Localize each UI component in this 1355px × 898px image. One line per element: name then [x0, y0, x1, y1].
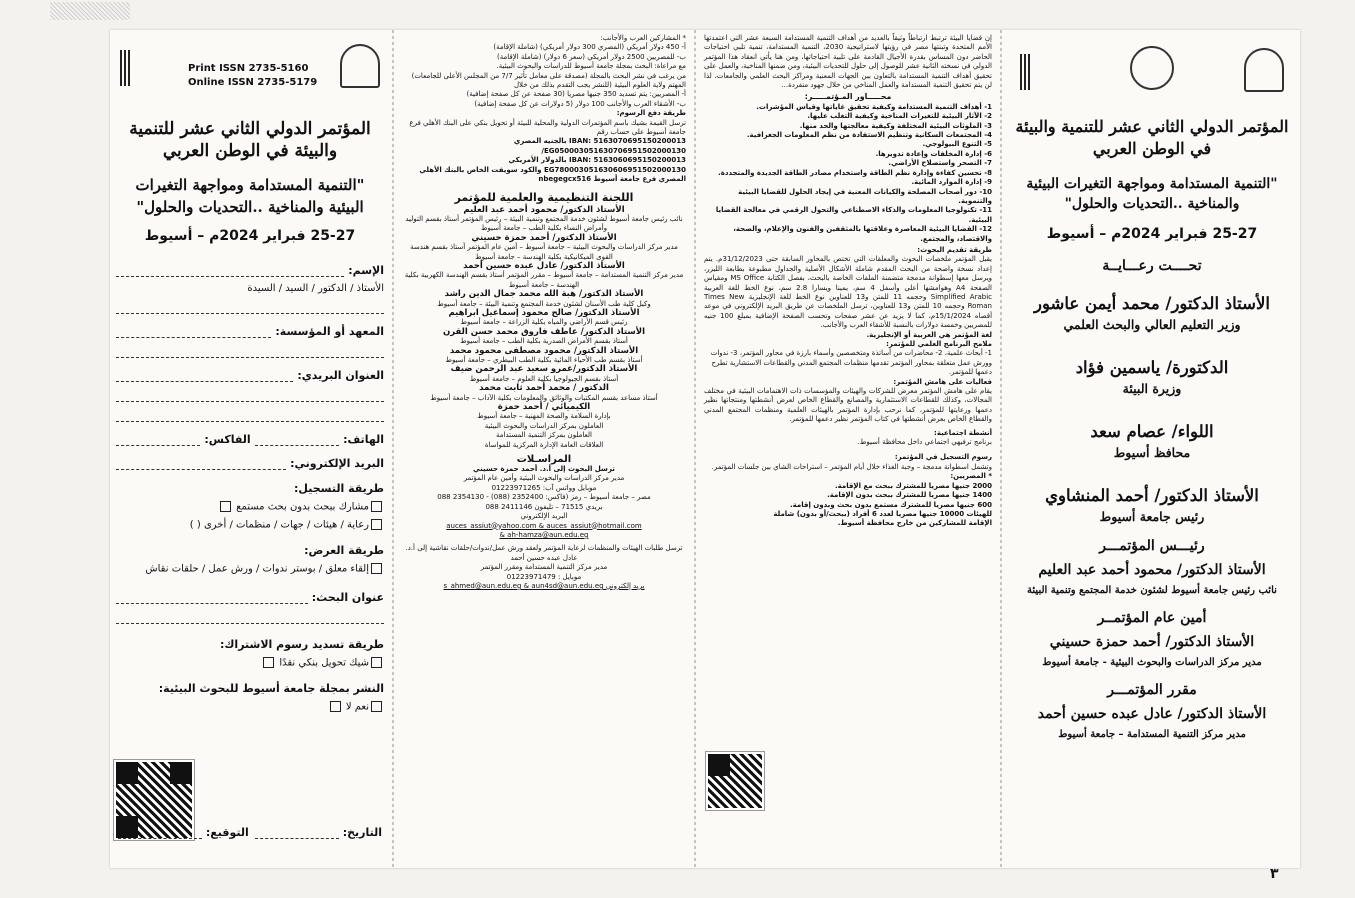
form-subtitle: "التنمية المستدامة ومواجهة التغيرات البيئية والمناخية ..التحديات والحلول" — [135, 176, 365, 216]
correspondence-title: المراسـلات — [516, 454, 572, 466]
barcode-icon — [1020, 54, 1032, 90]
cover-title: المؤتمر الدولي الثاني عشر للتنمية والبيئة في الوطن العربي — [1015, 117, 1289, 158]
brochure-sheet — [110, 30, 1300, 868]
chair-name: الأستاذ الدكتور/ محمود أحمد عبد العليم — [1038, 562, 1266, 578]
address-line-2[interactable] — [116, 387, 384, 402]
cover-date: 25-27 فبراير 2024م – أسيوط — [1046, 226, 1258, 242]
qr-code-icon — [706, 752, 764, 810]
reg-checkbox-paper[interactable] — [371, 501, 382, 512]
pay-checkbox-cash[interactable] — [263, 657, 274, 668]
university-logo-icon — [1244, 48, 1284, 92]
scan-marks — [50, 2, 130, 20]
email-link-3[interactable]: بريد إلكتروني s_ahmed@aun.edu.eg & aun4sd@aun.edu.eg — [443, 581, 645, 590]
publish-options: نعم لا — [345, 701, 369, 713]
secretary-general-name: الأستاذ الدكتور/ أحمد حمزة حسيني — [1049, 634, 1255, 650]
fees-text: وتشمل اسطوانة مدمجة – وجبة الغذاء خلال أيام المؤتمر – استراحات الشاي بين جلسات المؤتمر. — [711, 462, 992, 471]
language-note: لغة المؤتمر هي العربية أو الإنجليزية. — [866, 330, 992, 339]
address-field[interactable]: العنوان البريدي: — [116, 369, 384, 382]
form-date: 25-27 فبراير 2024م – أسيوط — [144, 228, 356, 244]
patron-role: رئيس جامعة أسيوط — [1099, 509, 1205, 524]
fees-top: * المشاركين العرب والأجانب: أ- 450 دولار أمريكي (المصري 300 دولار أمريكي) (شاملة الإقامة) ب- للمصريين 2500 دولار أمريكي (سعر 6 دولار) (شاملة الإقامة) مع مراعاة: البحث بمجلة جامعة أسيوط للدراسات والبحوث البيئية. من يرغب في نشر البحث بالمجلة (مصدقة على معامل تأثير 7/7 من المجلس الأعلى للجامعات) المهتم ولاية العلوم البيئية (للنشر يجب التقدم بذلك من خلال أ- المصريين: يتم تسديد 350 جنيها مصريا (30 صفحة عن كل صفحة إضافية) ب- الأشقاء العرب والأجانب 100 دولار (5 دولارات عن كل صفحة إضافية) طريقة دفع الرسوم: ترسل القيمة بشيك باسم المؤتمرات الدولية والمحلية للبيئة أو تحويل بنكي على البنك الأهلي فرع جامعة أسيوط على حساب رقم IBAN: 5163070695150200013 بالجنيه المصري /EG050003051630706951502000130 IBAN: 5163060695150200013 بالدولار الأمريكي EG780003051630606951502000130 والكود سويفت الخاص بالبنك الأهلي المصري فرع جامعة أسيوط nbegegcx516 — [409, 34, 686, 184]
details-panel — [698, 30, 998, 868]
institute-line-2[interactable] — [116, 343, 384, 358]
cover-subtitle: "التنمية المستدامة ومواجهة التغيرات البيئية والمناخية ..التحديات والحلول" — [1026, 176, 1278, 212]
signature-label: التوقيع: — [205, 826, 249, 839]
email-link-1[interactable]: auces_assiut@yahoo.com & auces_assiut@hotmail.com — [446, 521, 642, 530]
publish-checkbox-no[interactable] — [330, 701, 341, 712]
side-events-text: يقام على هامش المؤتمر معرض للشركات والهيئات والمؤسسات ذات الاهتمامات البيئية في مختلف المجالات، وكذلك للقطاعات الاستثمارية والمصانع والقطاع الخاص لعرض أنشطتها ومنتجاتها نظير دعمها ورعايتها للمؤتمر، كما نرحب بإدارة المؤتمر بالهيئات العلمية ومنظمات المجتمع المدني والقطاع الخاص بعرض أنشطتها في كتاب المؤتمر نظير دعمها للمؤتمر. — [704, 387, 992, 424]
paper-title-line-2[interactable] — [116, 609, 384, 624]
signature-line[interactable] — [118, 828, 202, 839]
payment-method-label: طريقة تسديد رسوم الاشتراك: — [219, 637, 384, 651]
address-line-3[interactable] — [116, 407, 384, 422]
intro-text: إن قضايا البيئة ترتبط ارتباطاً وثيقاً بالعديد من أهداف التنمية المستدامة السبعة عشر التي اعتمدتها الأمم المتحدة وتبنتها مصر في رؤيتها لاستراتيجية 2030، التنمية المستدامة، تنمية تلبي احتياجات الحاضر دون المساس بقدرة الأجيال القادمة على تلبية احتياجاتها، ومن هنا يأتي انعقاد هذا المؤتمر الدولي في نسخته الثانية عشر للوصول إلى حلول للتحديات البيئية، ومن ضمنها المناخية، والعمل على تحقيق أهداف التنمية المستدامة بالتعاون بين الجهات المعنية ومراكز البحث العلمي والجامعات، لذا لن يتم تحقيق التنمية المستدامة والعمل المناخي من خلال جهود منفردة... — [704, 34, 993, 90]
barcode-icon — [120, 50, 132, 86]
cover-panel — [1004, 30, 1300, 868]
publish-checkbox-yes[interactable] — [371, 701, 382, 712]
fees-title: رسوم التسجيل في المؤتمر: — [894, 453, 992, 462]
correspondence-block: ترسل البحوث إلى أ.د. أحمد حمزة حسيني مدير مركز الدراسات والبحوث البيئية وأمين عام المؤتمر موبايل وواتس آب: 01223971265 مصر – جامعة أسيوط – رمز (فاكس: 2352400 (088) - 2354130 088 بريدي 71515 – تليفون 2411146 088 البريد الإلكتروني auces_assiut@yahoo.com & auces_assiut@hotmail.com & ah-hamza@aun.edu.eg ترسل طلبات الهيئات والمنظمات لرعاية المؤتمر ولعقد ورش عمل/ندوات/حلقات نقاشية إلى أ.د. عادل عبده حسين أحمد مدير مركز التنمية المستدامة ومقرر المؤتمر موبايل : 01223971479 بريد إلكتروني s_ahmed@aun.edu.eg & aun4sd@aun.edu.eg — [402, 465, 686, 591]
secretary-general-role: مدير مركز الدراسات والبحوث البيئية - جامعة أسيوط — [1042, 657, 1262, 668]
committee-panel — [396, 30, 692, 868]
issn-online: Online ISSN 2735-5179 — [188, 77, 318, 88]
registration-options: مشارك ببحث بدون بحث مستمع — [236, 501, 369, 513]
institute-field[interactable]: المعهد أو المؤسسة: — [116, 325, 384, 338]
registration-method-label: طريقة التسجيل: — [294, 482, 384, 495]
registration-options-2: رعاية / هيئات / جهات / منظمات / أخرى ( ) — [189, 519, 369, 530]
name-field[interactable]: الإسم: — [116, 264, 384, 277]
date-line[interactable] — [255, 828, 339, 839]
email-link-2[interactable]: & ah-hamza@aun.edu.eg — [499, 530, 589, 539]
committee-list: الأستاذ الدكتور/ محمود أحمد عبد العليم نائب رئيس جامعة أسيوط لشئون خدمة المجتمع وتنمية البيئة – رئيس المؤتمر أستاذ بقسم التوليد وأمراض النساء بكلية الطب – جامعة أسيوط الأستاذ الدكتور/ أحمد حمزة حسيني مدير مركز الدراسات والبحوث البيئية – جامعة أسيوط – أمين عام المؤتمر أستاذ بقسم هندسة القوى الميكانيكية بكلية الهندسة – جامعة أسيوط الأستاذ الدكتور/ عادل عبده حسين أحمد مدير مركز التنمية المستدامة – جامعة أسيوط – مقرر المؤتمر أستاذ بقسم الهندسة الكهربية بكلية الهندسة – جامعة أسيوط الأستاذ الدكتور/ هبة الله محمد جمال الدين راشد وكيل كلية طب الأسنان لشئون خدمة المجتمع وتنمية البيئة – جامعة أسيوط الأستاذ الدكتور/ صالح محمود إسماعيل ابراهيم رئيس قسم الأراضي والمياه بكلية الزراعة – جامعة أسيوط الأستاذ الدكتور/ عاطف فاروق محمد حسن القرن أستاذ بقسم الأمراض الصدرية بكلية الطب – جامعة أسيوط الأستاذ الدكتور/ محمود مصطفى محمود محمد أستاذ بقسم طب الأحياء المائية بكلية الطب البيطري – جامعة أسيوط الأستاذ الدكتور/عمرو سعيد عبد الرحمن ضيف أستاذ بقسم الجيولوجيا بكلية العلوم – جامعة أسيوط الدكتور / محمد أحمد ثابت محمد أستاذ مساعد بقسم المكتبات والوثائق والمعلومات بكلية الآداب – جامعة أسيوط الكيميائي / أحمد حمزة بإدارة السلامة والصحة المهنية – جامعة أسيوط العاملون بمركز الدراسات والبحوث البيئية العاملون بمركز التنمية المستدامة العلاقات العامة الإدارة المركزية للمواساة — [404, 204, 684, 449]
egyptians-label: * المصريين: — [950, 472, 992, 481]
university-logo-icon — [340, 44, 380, 88]
phone-fax-field[interactable]: الهاتف: الفاكس: — [116, 433, 384, 446]
email-field[interactable]: البريد الإلكتروني: — [116, 457, 384, 470]
patron-name: اللواء/ عصام سعد — [1090, 422, 1214, 441]
social-title: أنشطة اجتماعية: — [934, 428, 992, 437]
side-events-title: فعاليات على هامش المؤتمر: — [893, 377, 992, 386]
publish-label: النشر بمجلة جامعة أسيوط للبحوث البيئية: — [158, 682, 384, 695]
reg-checkbox-sponsor[interactable] — [371, 519, 382, 530]
rapporteur-name: الأستاذ الدكتور/ عادل عبده حسين أحمد — [1037, 706, 1267, 722]
axes-list: 1- أهداف التنمية المستدامة وكيفية تحقيق غاياتها وقياس المؤشرات. 2- الآثار البيئية للتغيرات المناخية وكيفية التغلب عليها. 3- الملوثات البيئية المختلفة وكيفية معالجتها والحد منها. 4- المجتمعات السكانية وتنظيم الاستفادة من نظم المعلومات الجغرافية. 5- التنوع البيولوجي. 6- إدارة المخلفات وإعادة تدويرها. 7- التصحر واستصلاح الأراضي. 8- تحسين كفاءة وإدارة نظم الطاقة واستخدام مصادر الطاقة الجديدة والمتجددة. 9- إدارة الموارد المائية. 10- دور أصحاب المصلحة والكيانات المعنية في إيجاد الحلول للقضايا البيئية والتنموية. 11- تكنولوجيا المعلومات والذكاء الاصطناعي والتحول الرقمي في معالجة القضايا البيئية. 12- القضايا البيئية المعاصرة وعلاقتها بالمثقفين والفنون والإعلام، والصحة، والاقتصاد، والمجتمع. — [715, 102, 992, 243]
rapporteur-role: مدير مركز التنمية المستدامة – جامعة أسيوط — [1058, 729, 1246, 740]
submission-title: طريقة تقديم البحوث: — [917, 245, 992, 254]
registration-panel — [110, 30, 390, 868]
reg-checkbox-listener[interactable] — [220, 501, 231, 512]
corner-mark: ٣ — [1270, 866, 1279, 882]
patron-role: وزيرة البيئة — [1122, 381, 1182, 396]
name-line-2[interactable] — [116, 299, 384, 314]
secretary-general-title: أمين عام المؤتمــر — [1097, 610, 1207, 626]
submission-text: يقبل المؤتمر ملخصات البحوث والمعلقات التي تختص بالمحاور السابقة حتى 31/12/2023م. يتم إعداد نسخة واضحة من البحث المقدم شاملة الأشكال الأصلية والجداول مطبوعة بطابعة الليزر، ويرسل معها إسطوانة مدمجة متضمنة الملفات الخاصة بالبحث، بفصل الكتابة MS Office ومقياس الصفحة A4 وهوامشها أعلى وأسفل 4 سم، يمينا ويسارا 2.8 سم، نوع الخط للغة العربية Simplified Arabic وحجمه 11 للمتن و13 للعناوين نوع الخط للغة الإنجليزية Times New Roman وحجمه 10 للمتن و13 للعناوين، ترسل الملخصات عن طريق البريد الإلكتروني في موعد أقصاه 15/1/2024م، كما لا يزيد عن عشر صفحات وتحسب الصفحة الإضافية بمبلغ 100 جنيه للمصريين وخمسة دولارات بالنسبة للأشقاء العرب والأجانب. — [704, 255, 993, 330]
pay-checkbox-cheque[interactable] — [371, 657, 382, 668]
social-text: برنامج ترفيهي اجتماعي داخل محافظة أسيوط. — [857, 438, 992, 447]
fold-line — [694, 30, 696, 868]
patron-name: الأستاذ الدكتور/ أحمد المنشاوي — [1045, 486, 1259, 505]
patronage-title: تحــــت رعـــايــة — [1102, 258, 1202, 274]
fold-line — [392, 30, 394, 868]
patron-role: وزير التعليم العالي والبحث العلمي — [1063, 317, 1241, 332]
presentation-options: إلقاء معلق / بوستر ندوات / ورش عمل / حلقات نقاش — [145, 563, 369, 575]
university-seal-icon — [1130, 46, 1174, 90]
date-label: التاريخ: — [342, 826, 382, 839]
chair-role: نائب رئيس جامعة أسيوط لشئون خدمة المجتمع وتنمية البيئة — [1027, 585, 1277, 596]
program-text: 1- أبحاث علمية، 2- محاضرات من أساتذة ومتخصصين وأسماء بارزة في محاور المؤتمر، 3- ندوات وورش عمل متعلقة بمحاور المؤتمر تقدمها منظمات المجتمع المدني والقطاعات الاستشارية تطرح دعمها للمؤتمر. — [710, 349, 992, 377]
payment-options: شيك تحويل بنكي نقدًا — [279, 657, 369, 668]
patron-role: محافظ أسيوط — [1113, 445, 1191, 460]
issn-print: Print ISSN 2735-5160 — [188, 63, 309, 74]
fees-list: 2000 جنيها مصريا للمشترك ببحث مع الإقامة. 1400 جنيها مصريا للمشترك ببحث بدون الإقامة. 600 جنيها مصريا للمشترك مستمع بدون بحث وبدون إقامة. للهيئات 10000 جنيها مصريا لعدد 6 أفراد (ببحث/أو بدون) شاملة الإقامة للمشاركين من خارج محافظة أسيوط. — [773, 481, 992, 528]
patron-name: الدكتورة/ ياسمين فؤاد — [1075, 358, 1229, 377]
axes-title: محـــــاور المـؤتمـــــر: — [804, 92, 892, 102]
paper-title-field[interactable]: عنوان البحث: — [116, 591, 384, 604]
fold-line — [1000, 30, 1002, 868]
chair-title: رئيـــس المؤتمـــر — [1099, 538, 1205, 554]
rapporteur-title: مقرر المؤتمـــر — [1107, 682, 1197, 698]
title-options[interactable]: الأستاذ / الدكتور / السيد / السيدة — [247, 283, 384, 294]
committee-title: اللجنة التنظيمية والعلمية للمؤتمر — [454, 190, 634, 204]
pres-checkbox-oral[interactable] — [371, 563, 382, 574]
presentation-method-label: طريقة العرض: — [304, 544, 384, 557]
form-title: المؤتمر الدولي الثاني عشر للتنمية والبيئة في الوطن العربي — [129, 119, 371, 161]
program-title: ملامح البرنامج العلمي للمؤتمر: — [886, 340, 992, 348]
patron-name: الأستاذ الدكتور/ محمد أيمن عاشور — [1034, 294, 1270, 313]
